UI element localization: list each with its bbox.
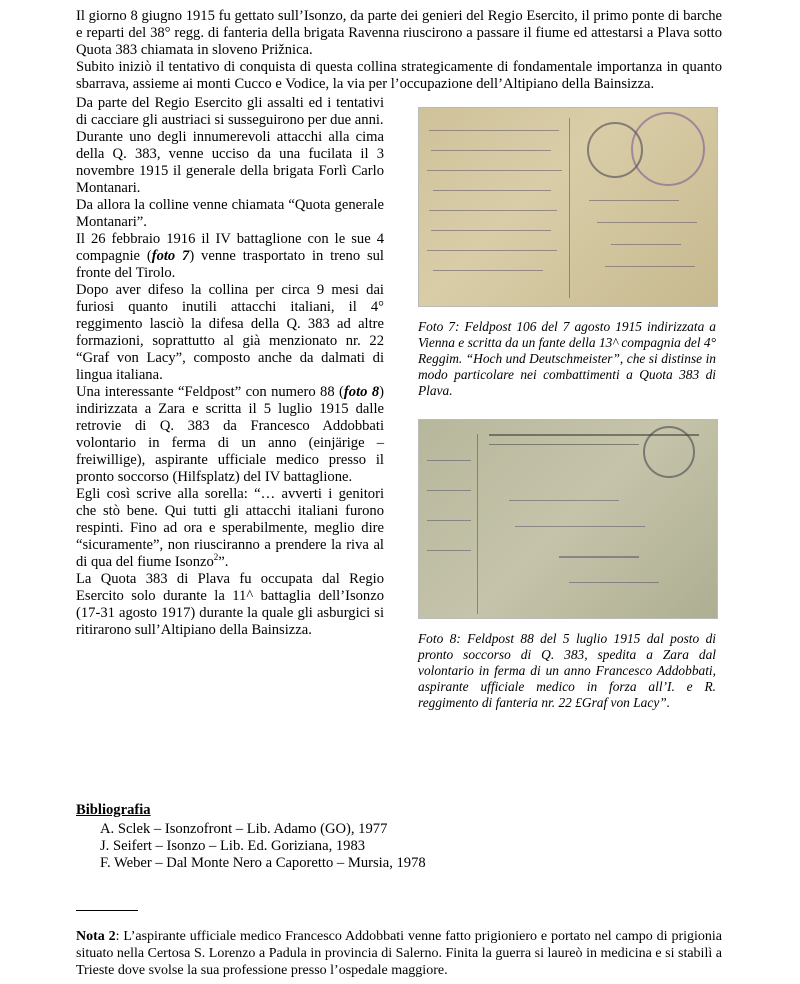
text-span: Una interessante “Feldpost” con numero 88 (: [76, 384, 344, 400]
text-span: Egli così scrive alla sorella: “… avverti i genitori che stò bene. Qui tutti gli attacchi italiani furono respinti. Fino ad ora e sperabilmente, meglio dire “sicuramente”, non riusciranno a prendere la riva al di qua del fiume Isonzo: [76, 486, 384, 570]
paragraph-feldpost: [76, 384, 384, 486]
postcard-photo-7: [418, 107, 718, 307]
text-span: ) indirizzata a Zara e scritta il 5 luglio 1915 dalle retrovie di Q. 383 da Francesco Addobbati volontario in ferma di un anno (einjärige – freiwillige), aspirante ufficiale medico presso il pronto soccorso (Hilfsplatz) del IV battaglione.: [76, 384, 384, 485]
footnote-divider: [76, 910, 138, 911]
text-span: ”.: [218, 554, 229, 570]
two-column-section: [76, 93, 722, 753]
bibliography-item: A. Sclek – Isonzofront – Lib. Adamo (GO), 1977: [100, 821, 388, 837]
paragraph-occupazione: La Quota 383 di Plava fu occupata dal Regio Esercito solo durante la 11^ battaglia dell’Isonzo (17-31 agosto 1917) durante la quale gli asburgici si ritirarono sull’Altipiano della Bainsizza.: [76, 571, 384, 638]
paragraph-tirolo: [76, 231, 384, 282]
paragraph-difesa: Dopo aver difeso la collina per circa 9 mesi dai furiosi quanto inutili attacchi italiani, il 4° reggimento lasciò la difesa della Q. 383 ad altre formazioni, soprattutto al già menzionato nr. 22 “Graf von Lacy”, composto anche da dalmati di lingua italiana.: [76, 282, 384, 383]
footnote-2: [76, 928, 722, 979]
bibliography-list: [76, 821, 722, 872]
footnote-label: Nota 2: [76, 929, 116, 944]
bibliography-item: J. Seifert – Isonzo – Lib. Ed. Goriziana, 1983: [100, 838, 366, 854]
footnote-ref: 2: [213, 552, 219, 563]
postcard-photo-8: [418, 419, 718, 619]
article: [76, 8, 722, 978]
photo-ref-8: foto 8: [343, 384, 380, 400]
intro-paragraph-1: Il giorno 8 giugno 1915 fu gettato sull’Isonzo, da parte dei genieri del Regio Esercito, il primo ponte di barche e reparti del 38° regg. di fanteria della brigata Ravenna riuscirono a passare il fiume ed attestarsi a Plava sotto Quota 383 chiamata in sloveno Prižnica.: [76, 8, 722, 58]
caption-photo-8: Foto 8: Feldpost 88 del 5 luglio 1915 dal posto di pronto soccorso di Q. 383, spedita a Zara dal volontario in ferma di un anno Francesco Addobbati, aspirante ufficiale medico in forza all’I. e R. reggimento di fanteria nr. 22 £Graf von Lacy”.: [418, 631, 716, 710]
footnote-text: : L’aspirante ufficiale medico Francesco Addobbati venne fatto prigioniero e portato nel campo di prigionia situato nella Certosa S. Lorenzo a Padula in provincia di Salerno. Finita la guerra si laureò in medicina e si stabilì a Trieste dove svolse la sua professione presso l’ospedale maggiore.: [76, 929, 722, 978]
intro-text: [76, 8, 722, 93]
bibliography-title: Bibliografia: [76, 802, 151, 818]
paragraph-assalti: Da parte del Regio Esercito gli assalti ed i tentativi di cacciare gli austriaci si susseguirono per due anni.: [76, 95, 384, 128]
intro-paragraph-2: Subito iniziò il tentativo di conquista di questa collina strategicamente di fondamentale importanza in quanto sbarrava, assieme ai monti Cucco e Vodice, la via per l’occupazione dell’Altipiano della Bainsizza.: [76, 59, 722, 92]
text-span: Il 26 febbraio 1916 il IV battaglione con le sue 4 compagnie (: [76, 231, 384, 264]
paragraph-sorella: [76, 486, 384, 571]
paragraph-montanari: Durante uno degli innumerevoli attacchi alla cima della Q. 383, venne ucciso da una fucilata il 3 novembre 1915 il generale della brigata Forlì Carlo Montanari.: [76, 129, 384, 196]
paragraph-quota-montanari: Da allora la colline venne chiamata “Quota generale Montanari”.: [76, 197, 384, 230]
right-column: [418, 107, 722, 711]
bibliography-item: F. Weber – Dal Monte Nero a Caporetto – Mursia, 1978: [100, 855, 426, 871]
bibliography: [76, 802, 722, 872]
left-column: [76, 95, 384, 639]
caption-photo-7: Foto 7: Feldpost 106 del 7 agosto 1915 indirizzata a Vienna e scritta da un fante della 13^ compagnia del 4° Reggim. “Hoch und Deutschmeister”, che si distinse in modo particolare nei combattimenti a Quota 383 di Plava.: [418, 319, 716, 398]
photo-ref-7: foto 7: [151, 248, 190, 264]
text-span: ) venne trasportato in treno sul fronte del Tirolo.: [76, 248, 384, 281]
